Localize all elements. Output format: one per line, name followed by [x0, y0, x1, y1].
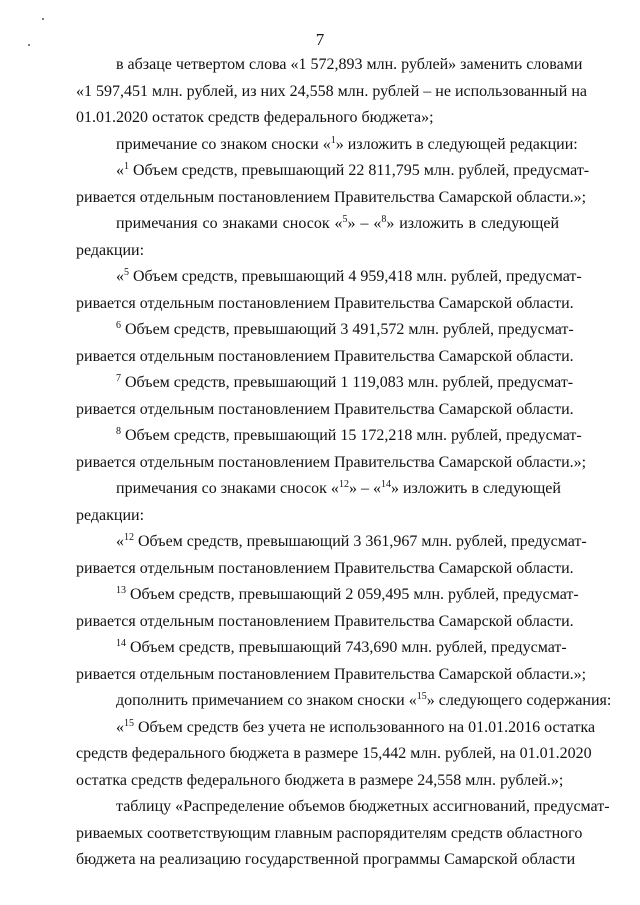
text-line	[76, 768, 564, 795]
text-fragment: Объем средств, превышающий 3 491,572 млн. рублей, предусмат-	[121, 321, 574, 338]
text-fragment: таблицу «Распределение объемов бюджетных ассигнований, предусмат-	[116, 798, 610, 815]
footnote-mark: 15	[416, 691, 427, 702]
text-fragment: примечания со знаками сносок «	[116, 480, 339, 497]
text-fragment: ривается отдельным постановлением Правительства Самарской области.	[76, 612, 574, 630]
text-line	[76, 450, 587, 477]
text-line	[76, 264, 582, 291]
text-fragment: Объем средств, превышающий 4 959,418 млн. рублей, предусмат-	[129, 268, 582, 285]
text-line	[76, 741, 592, 768]
footnote-mark: 1	[124, 161, 129, 172]
text-fragment: «	[116, 718, 124, 736]
text-fragment: Объем средств, превышающий 2 059,495 млн. рублей, предусмат-	[126, 586, 579, 603]
text-line	[76, 317, 574, 344]
text-fragment: редакции:	[76, 241, 145, 259]
text-fragment: ривается отдельным постановлением Правительства Самарской области.	[76, 347, 574, 365]
text-line	[76, 821, 583, 848]
footnote-mark: 8	[116, 426, 121, 437]
text-fragment: «	[116, 533, 124, 550]
text-line	[76, 847, 576, 874]
text-fragment: » – «	[347, 215, 382, 232]
text-line	[76, 185, 587, 212]
footnote-mark: 7	[116, 373, 121, 384]
text-line	[76, 238, 559, 265]
footnote-mark: 5	[124, 267, 129, 278]
page-number: 7	[315, 30, 325, 49]
text-fragment: в абзаце четвертом слова «1 572,893 млн. рублей» заменить словами	[116, 56, 583, 73]
footnote-mark: 13	[116, 585, 126, 596]
text-fragment: ривается отдельным постановлением Правительства Самарской области.	[76, 559, 574, 577]
text-fragment: «	[116, 268, 124, 285]
footnote-mark: 14	[116, 638, 126, 649]
text-fragment: » изложить в следующей	[386, 215, 560, 232]
text-fragment: Объем средств, превышающий 15 172,218 млн. рублей, предусмат-	[121, 427, 582, 444]
text-line	[76, 79, 588, 106]
text-fragment: » – «	[348, 480, 381, 497]
text-line	[76, 476, 559, 503]
text-fragment: ривается отдельным постановлением Правительства Самарской области.	[76, 294, 574, 312]
text-fragment: средств федерального бюджета в размере 15,442 млн. рублей, на 01.01.2020	[76, 745, 592, 762]
text-line	[76, 688, 612, 715]
text-line	[76, 344, 574, 371]
text-fragment: » изложить в следующей	[390, 480, 561, 497]
text-line	[76, 370, 574, 397]
text-line	[76, 715, 596, 742]
text-fragment: риваемых соответствующим главным распорядителям средств областного	[76, 824, 583, 842]
text-fragment: Объем средств без учета не использованного на 01.01.2016 остатка	[134, 718, 596, 736]
text-line	[76, 291, 574, 318]
footnote-mark: 15	[124, 717, 134, 729]
text-line	[76, 503, 559, 530]
text-line	[76, 635, 567, 662]
footnote-mark: 8	[381, 214, 387, 225]
text-line	[76, 609, 574, 636]
text-fragment: «	[116, 162, 124, 179]
document-body	[76, 52, 612, 874]
scan-speck	[42, 18, 44, 20]
text-fragment: ривается отдельным постановлением Правительства Самарской области.»;	[76, 453, 587, 471]
text-fragment: Объем средств, превышающий 22 811,795 млн. рублей, предусмат-	[129, 162, 590, 179]
text-line	[76, 794, 610, 821]
text-fragment: » изложить в следующей редакции:	[335, 135, 578, 153]
text-line	[76, 662, 587, 689]
text-line	[76, 158, 590, 185]
footnote-mark: 1	[330, 134, 336, 146]
text-line	[76, 211, 559, 238]
text-fragment: 01.01.2020 остаток средств федерального бюджета»;	[76, 109, 434, 126]
text-fragment: редакции:	[76, 506, 145, 524]
text-fragment: Объем средств, превышающий 1 119,083 млн. рублей, предусмат-	[121, 374, 574, 391]
text-fragment: Объем средств, превышающий 3 361,967 млн. рублей, предусмат-	[134, 533, 587, 550]
text-fragment: ривается отдельным постановлением Правительства Самарской области.	[76, 400, 574, 418]
text-fragment: остатка средств федерального бюджета в размере 24,558 млн. рублей.»;	[76, 771, 564, 789]
text-fragment: ривается отдельным постановлением Правительства Самарской области.»;	[76, 665, 587, 683]
text-fragment: ривается отдельным постановлением Правительства Самарской области.»;	[76, 188, 587, 206]
text-line	[76, 132, 578, 159]
text-line	[76, 556, 574, 583]
text-fragment: «1 597,451 млн. рублей, из них 24,558 млн. рублей – не использованный на	[76, 82, 588, 100]
text-fragment: бюджета на реализацию государственной программы Самарской области	[76, 851, 576, 868]
text-line	[76, 423, 582, 450]
text-line	[76, 397, 574, 424]
footnote-mark: 12	[124, 532, 134, 543]
footnote-mark: 14	[380, 479, 391, 490]
text-line	[76, 52, 583, 79]
footnote-mark: 6	[116, 320, 121, 331]
text-fragment: дополнить примечанием со знаком сноски «	[116, 692, 417, 709]
text-fragment: примечание со знаком сноски «	[116, 135, 331, 153]
text-fragment: примечания со знаками сносок «	[116, 215, 343, 232]
text-line	[76, 529, 587, 556]
text-line	[76, 105, 559, 132]
text-fragment: Объем средств, превышающий 743,690 млн. рублей, предусмат-	[126, 639, 567, 656]
text-fragment: » следующего содержания:	[426, 692, 612, 709]
text-line	[76, 582, 579, 609]
footnote-mark: 5	[342, 214, 348, 225]
footnote-mark: 12	[338, 479, 349, 490]
